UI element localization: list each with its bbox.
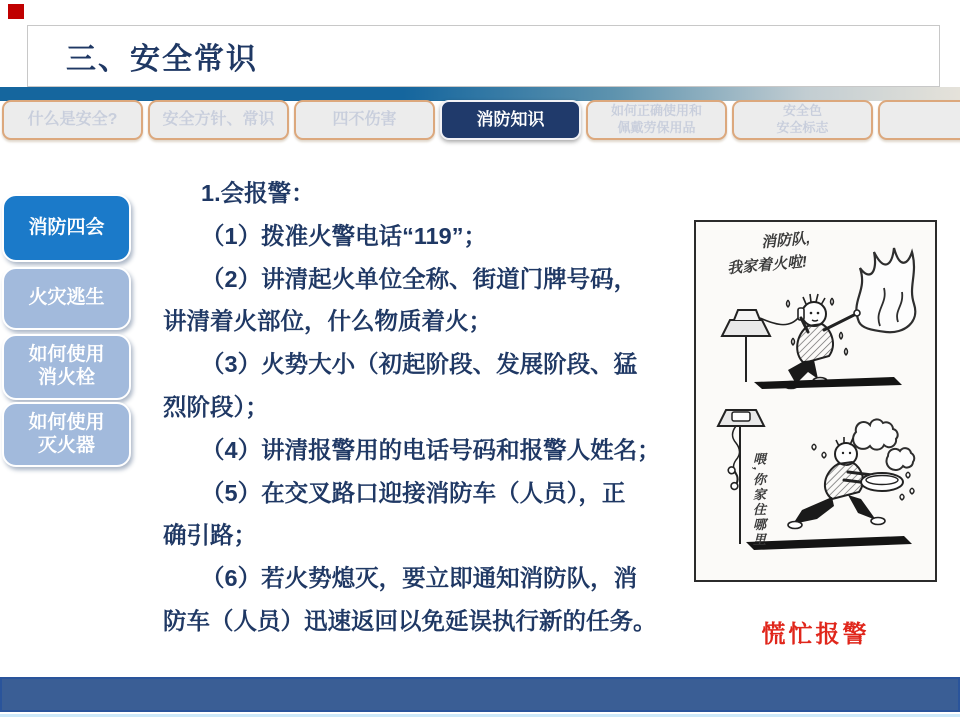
sidebar-item-label: 灭火器 xyxy=(37,434,95,456)
cartoon-run-illustration xyxy=(696,402,935,578)
tab-label: 什么是安全? xyxy=(27,111,118,129)
tab-label: 四不伤害 xyxy=(332,111,397,129)
content-text-line: （4）讲清报警用的电话号码和报警人姓名； xyxy=(201,436,661,463)
bottom-bar xyxy=(0,677,960,712)
sidebar-item-hydrant-usage[interactable] xyxy=(2,334,131,400)
content-text-line: （1）拨准火警电话“119”； xyxy=(201,222,487,249)
tab-label: 安全方针、常识 xyxy=(162,111,275,129)
sidebar-item-extinguisher-usage[interactable] xyxy=(2,402,131,467)
page-title: 三、安全常识 xyxy=(66,43,258,76)
cartoon-panel xyxy=(694,220,937,582)
tab-ppe-usage[interactable] xyxy=(586,100,727,140)
tab-label: 消防知识 xyxy=(476,109,545,129)
content-text-line: （5）在交叉路口迎接消防车（人员），正 xyxy=(201,479,626,506)
telephone-icon xyxy=(722,310,799,382)
speech-line: 我家着火啦! xyxy=(726,252,808,277)
content-text-line: 确引路； xyxy=(163,522,257,549)
content-text-line: 讲清着火部位，什么物质着火； xyxy=(163,308,492,335)
content-text-line: 防车（人员）迅速返回以免延误执行新的任务。 xyxy=(163,607,657,634)
sidebar-item-label: 消火栓 xyxy=(37,367,95,388)
content-text-line: （2）讲清起火单位全称、街道门牌号码， xyxy=(201,265,638,292)
sidebar-item-label: 如何使用 xyxy=(28,411,105,433)
tab-label: 如何正确使用和 xyxy=(610,103,702,119)
tab-label: 佩戴劳保用品 xyxy=(617,120,696,135)
sidebar-item-label: 火灾逃生 xyxy=(28,287,105,309)
header-divider xyxy=(0,87,960,101)
tab-fire-knowledge[interactable] xyxy=(440,100,581,140)
speech-bubble-bottom: 喂,你家住哪里 xyxy=(751,452,766,548)
sidebar-item-fire-four-skills[interactable] xyxy=(2,194,131,262)
bottom-accent-line xyxy=(0,714,960,717)
header xyxy=(27,25,940,87)
tab-safety-colors[interactable] xyxy=(732,100,873,140)
content-text-line: 烈阶段）； xyxy=(163,393,269,420)
figure-caption: 慌忙报警 xyxy=(761,621,870,648)
tab-label: 安全标志 xyxy=(776,120,829,135)
sidebar-item-label: 消防四会 xyxy=(28,216,105,238)
tab-label: 安全色 xyxy=(782,103,822,119)
speech-line: 消防队, xyxy=(760,229,811,252)
content-text-line: （3）火势大小（初起阶段、发展阶段、猛 xyxy=(201,351,638,378)
content-text-line: （6）若火势熄灭，要立即通知消防队，消 xyxy=(201,565,638,592)
tab-partial[interactable] xyxy=(878,100,960,140)
sidebar-item-label: 如何使用 xyxy=(28,344,105,366)
content-text-line: 1.会报警： xyxy=(201,180,315,206)
tab-bar xyxy=(2,100,960,144)
sidebar-item-fire-escape[interactable] xyxy=(2,267,131,330)
smoke-icon xyxy=(853,419,914,470)
content-text xyxy=(163,172,683,643)
tab-safety-policy[interactable] xyxy=(148,100,289,140)
tab-four-no-harm[interactable] xyxy=(294,100,435,140)
sidebar xyxy=(0,0,140,720)
